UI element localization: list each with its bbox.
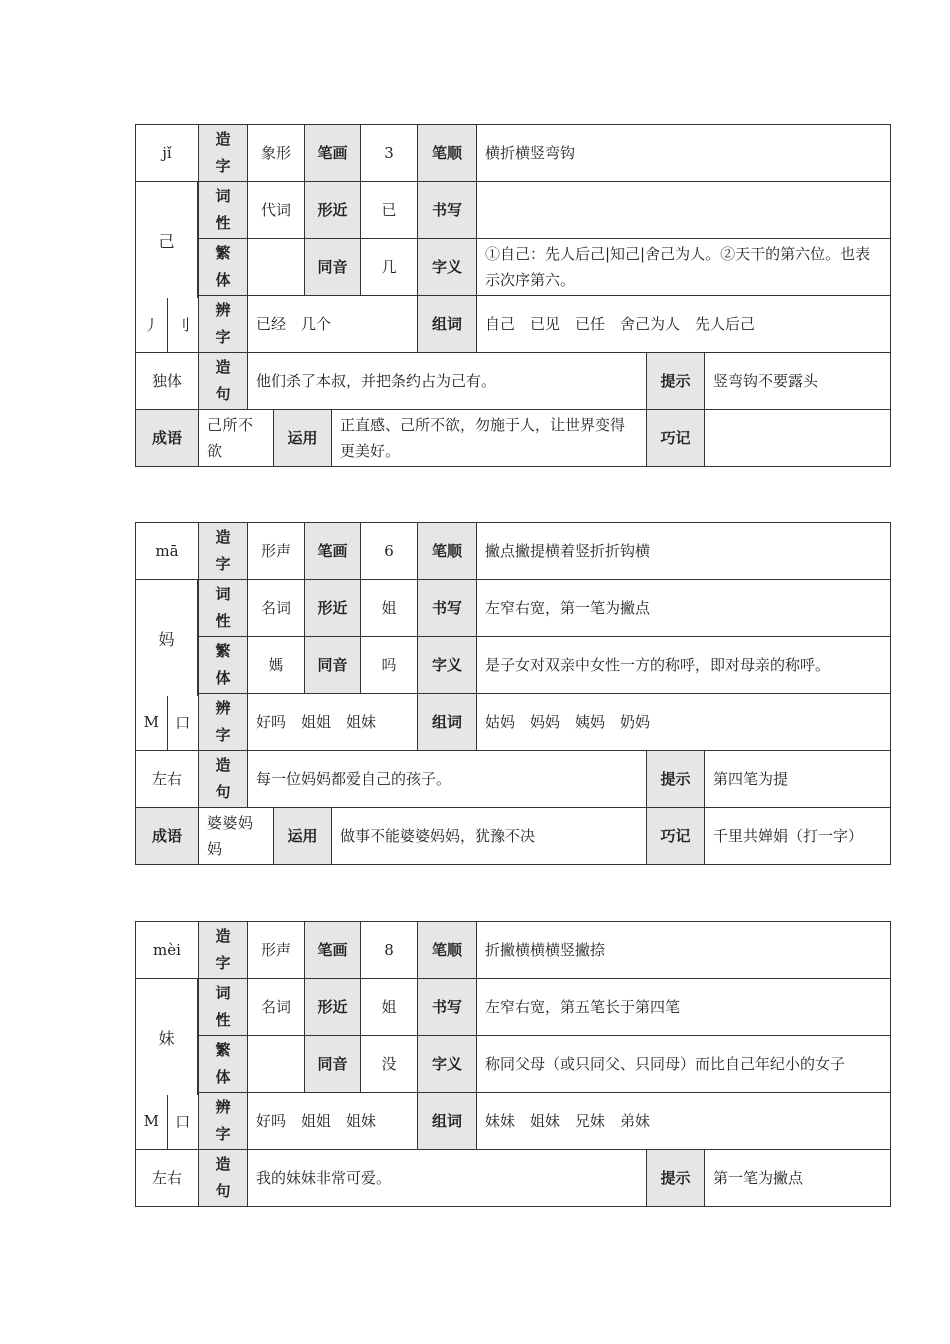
cixing-value: 名词	[248, 580, 305, 636]
row-pinyin	[135, 921, 891, 979]
label-zuci: 组词	[418, 1093, 477, 1149]
label-shuxie: 书写	[418, 580, 477, 636]
tongyin-value: 没	[361, 1036, 418, 1092]
char-glyph: 己	[135, 182, 198, 298]
label-shuxie: 书写	[418, 182, 477, 238]
label-tongyin: 同音	[305, 637, 361, 693]
bianzi-value: 已经 几个	[248, 296, 418, 352]
label-zaoju: 造 句	[199, 1150, 248, 1206]
bushou-left: M	[136, 694, 168, 750]
row-pinyin	[135, 522, 891, 580]
row-zaoju	[135, 751, 891, 808]
label-yunyong: 运用	[274, 410, 332, 466]
bushou-right: 口	[175, 1112, 191, 1131]
label-qiaoji: 巧记	[647, 410, 705, 466]
cixing-value: 名词	[248, 979, 305, 1035]
label-bishun: 笔顺	[418, 922, 477, 978]
zaozi-value: 形声	[248, 922, 305, 978]
label-tishi: 提示	[647, 1150, 705, 1206]
row-fanti	[135, 637, 891, 694]
char-glyph: 妈	[135, 580, 198, 696]
label-bianzi: 辨 字	[199, 694, 248, 750]
label-ziyi: 字义	[418, 1036, 477, 1092]
bishun-value: 横折横竖弯钩	[485, 143, 576, 162]
bishun-value: 折撇横横横竖撇捺	[485, 940, 606, 959]
bushou	[136, 694, 199, 750]
char-glyph: 妹	[135, 979, 198, 1095]
label-cixing: 词 性	[199, 182, 248, 238]
zuci-value: 姑妈 妈妈 姨妈 奶妈	[485, 712, 651, 731]
tishi-value: 第四笔为提	[713, 769, 789, 788]
bushou	[136, 296, 199, 352]
label-fanti: 繁 体	[199, 637, 248, 693]
bushou-left: 丿	[136, 296, 168, 352]
jiegou: 左右	[136, 1150, 199, 1206]
label-cixing: 词 性	[199, 979, 248, 1035]
label-zaozi: 造 字	[199, 922, 248, 978]
zuci-value: 自己 已见 已任 舍己为人 先人后己	[485, 314, 756, 333]
bushou	[136, 1093, 199, 1149]
row-bianzi	[135, 694, 891, 751]
char-card-2	[135, 522, 891, 865]
bihua-value: 6	[361, 523, 418, 579]
jiegou: 独体	[136, 353, 199, 409]
bianzi-value: 好吗 姐姐 姐妹	[248, 1093, 418, 1149]
label-tishi: 提示	[647, 353, 705, 409]
row-fanti	[135, 239, 891, 296]
row-bianzi	[135, 1093, 891, 1150]
char-card-3	[135, 921, 891, 1207]
label-zaozi: 造 字	[199, 125, 248, 181]
label-zuci: 组词	[418, 694, 477, 750]
fanti-value	[248, 239, 305, 295]
ziyi-value: 是子女对双亲中女性一方的称呼，即对母亲的称呼。	[485, 656, 831, 674]
row-bianzi	[135, 296, 891, 353]
label-bianzi: 辨 字	[199, 1093, 248, 1149]
row-chengyu	[135, 808, 891, 865]
label-fanti: 繁 体	[199, 239, 248, 295]
ziyi-value: ①自己：先人后己|知己|舍己为人。②天干的第六位。也表示次序第六。	[485, 245, 871, 289]
label-yunyong: 运用	[274, 808, 332, 864]
bianzi-value: 好吗 姐姐 姐妹	[248, 694, 418, 750]
label-ziyi: 字义	[418, 239, 477, 295]
row-cixing	[135, 182, 891, 239]
zaozi-value: 形声	[248, 523, 305, 579]
char-card-1	[135, 124, 891, 467]
label-zuci: 组词	[418, 296, 477, 352]
pinyin: mā	[136, 523, 199, 579]
label-zaoju: 造 句	[199, 751, 248, 807]
xingjin-value: 姐	[361, 580, 418, 636]
label-ziyi: 字义	[418, 637, 477, 693]
shuxie-value	[477, 182, 890, 238]
shuxie-value: 左窄右宽，第五笔长于第四笔	[485, 997, 681, 1016]
row-fanti	[135, 1036, 891, 1093]
zaoju-value: 他们杀了本叔，并把条约占为己有。	[248, 353, 647, 409]
zaoju-value: 每一位妈妈都爱自己的孩子。	[248, 751, 647, 807]
bishun-value: 撇点撇提横着竖折折钩横	[485, 541, 651, 560]
label-xingjin: 形近	[305, 979, 361, 1035]
label-zaoju: 造 句	[199, 353, 248, 409]
jiegou: 左右	[136, 751, 199, 807]
pinyin: mèi	[136, 922, 199, 978]
row-cixing	[135, 979, 891, 1036]
label-chengyu: 成语	[136, 410, 199, 466]
bihua-value: 3	[361, 125, 418, 181]
pinyin: jǐ	[136, 125, 199, 181]
label-shuxie: 书写	[418, 979, 477, 1035]
chengyu-value: 己所不欲	[199, 410, 274, 466]
row-chengyu	[135, 410, 891, 467]
label-fanti: 繁 体	[199, 1036, 248, 1092]
zaoju-value: 我的妹妹非常可爱。	[248, 1150, 647, 1206]
label-bihua: 笔画	[305, 523, 361, 579]
qiaoji-value: 千里共婵娟（打一字）	[713, 826, 864, 845]
qiaoji-value	[705, 410, 890, 466]
row-zaoju	[135, 1150, 891, 1207]
row-cixing	[135, 580, 891, 637]
ziyi-value: 称同父母（或只同父、只同母）而比自己年纪小的女子	[485, 1055, 846, 1073]
label-xingjin: 形近	[305, 580, 361, 636]
yunyong-value: 做事不能婆婆妈妈，犹豫不决	[332, 808, 647, 864]
yunyong-value: 正直感、己所不欲，勿施于人，让世界变得更美好。	[332, 410, 647, 466]
bushou-right: 口	[175, 713, 191, 732]
tishi-value: 第一笔为撇点	[713, 1168, 804, 1187]
label-bianzi: 辨 字	[199, 296, 248, 352]
label-bihua: 笔画	[305, 125, 361, 181]
tongyin-value: 吗	[361, 637, 418, 693]
row-pinyin	[135, 124, 891, 182]
fanti-value: 媽	[248, 637, 305, 693]
zaozi-value: 象形	[248, 125, 305, 181]
tongyin-value: 几	[361, 239, 418, 295]
label-cixing: 词 性	[199, 580, 248, 636]
xingjin-value: 已	[361, 182, 418, 238]
label-zaozi: 造 字	[199, 523, 248, 579]
label-bishun: 笔顺	[418, 523, 477, 579]
cixing-value: 代词	[248, 182, 305, 238]
bihua-value: 8	[361, 922, 418, 978]
label-tongyin: 同音	[305, 239, 361, 295]
label-tishi: 提示	[647, 751, 705, 807]
label-tongyin: 同音	[305, 1036, 361, 1092]
label-chengyu: 成语	[136, 808, 199, 864]
label-bishun: 笔顺	[418, 125, 477, 181]
label-bihua: 笔画	[305, 922, 361, 978]
chengyu-value: 婆婆妈妈	[199, 808, 274, 864]
fanti-value	[248, 1036, 305, 1092]
label-qiaoji: 巧记	[647, 808, 705, 864]
tishi-value: 竖弯钩不要露头	[713, 371, 819, 390]
row-zaoju	[135, 353, 891, 410]
bushou-left: M	[136, 1093, 168, 1149]
label-xingjin: 形近	[305, 182, 361, 238]
bushou-right: 刂	[175, 315, 191, 334]
zuci-value: 妹妹 姐妹 兄妹 弟妹	[485, 1111, 651, 1130]
shuxie-value: 左窄右宽，第一笔为撇点	[485, 598, 651, 617]
xingjin-value: 姐	[361, 979, 418, 1035]
